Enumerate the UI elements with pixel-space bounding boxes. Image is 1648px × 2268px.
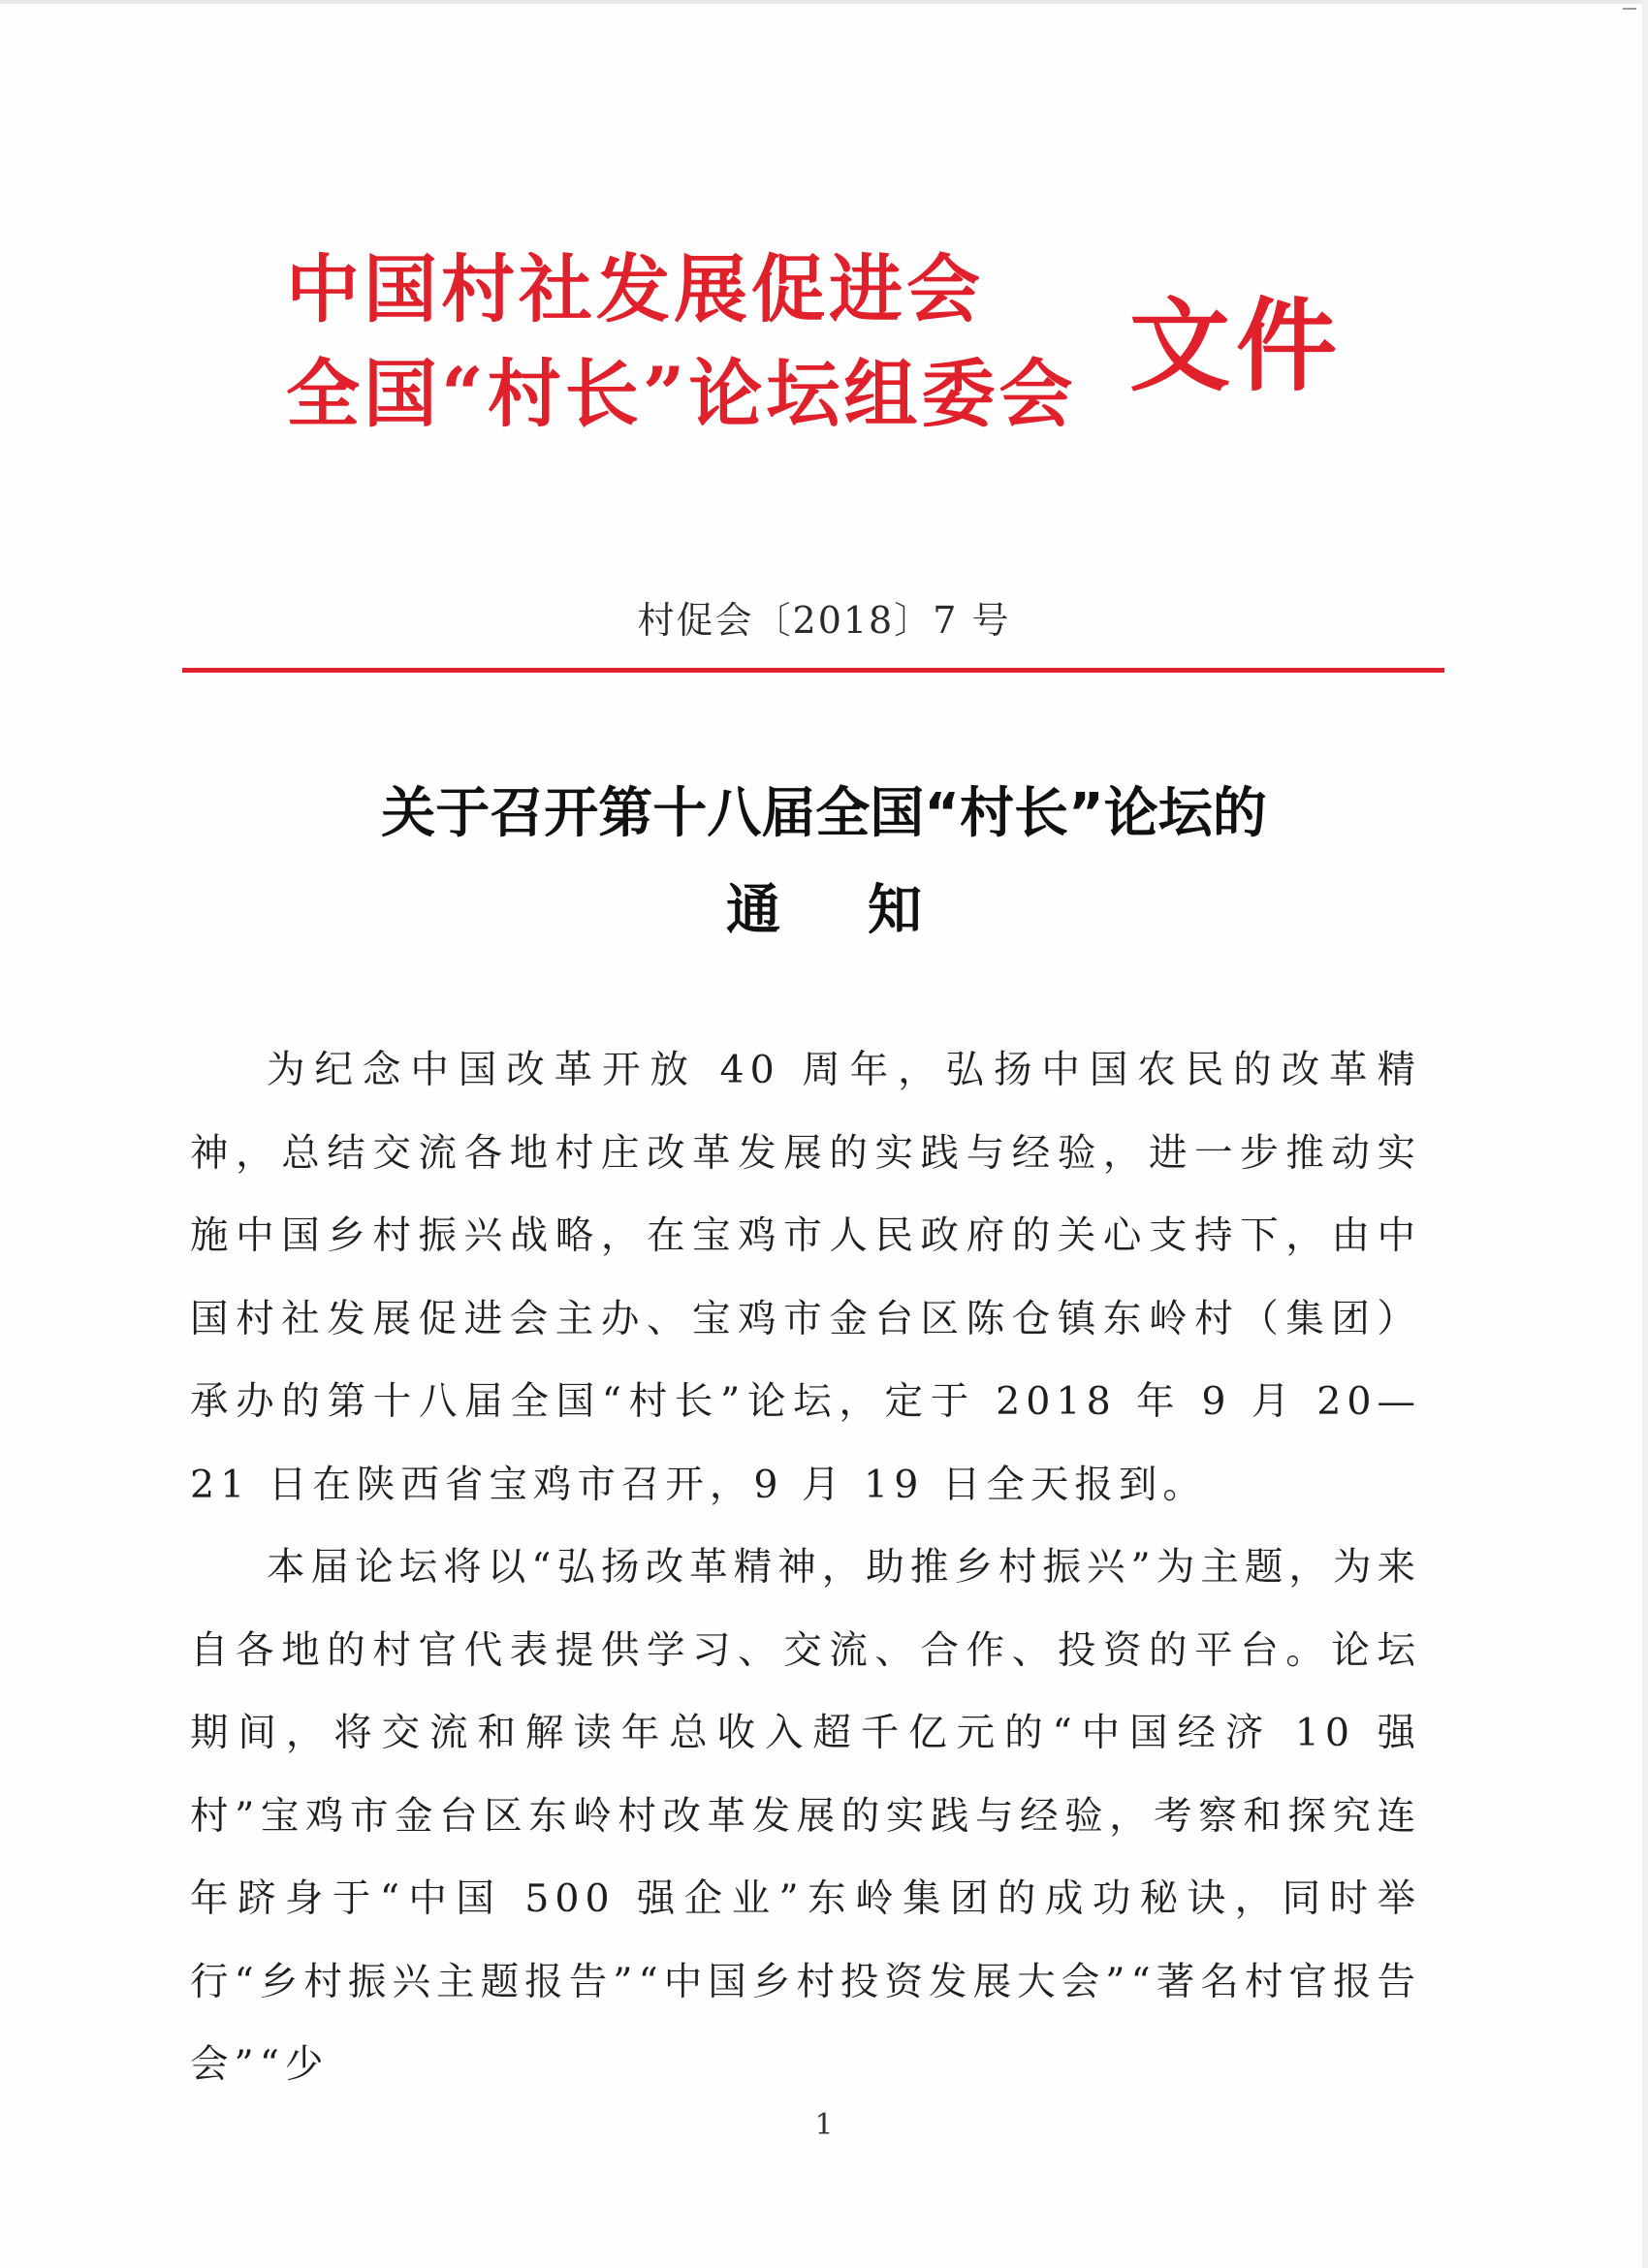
scan-edge	[0, 0, 1648, 4]
document-type-label: 文件	[1129, 286, 1344, 405]
title-line-1: 关于召开第十八届全国“村长”论坛的	[381, 782, 1267, 845]
page-number: 1	[814, 2108, 834, 2142]
body-paragraph: 为纪念中国改革开放 40 周年，弘扬中国农民的改革精神，总结交流各地村庄改革发展的实践与经验，进一步推动实施中国乡村振兴战略，在宝鸡市人民政府的关心支持下，由中国村社发展促进会主办、宝鸡市金台区陈仓镇东岭村（集团）承办的第十八届全国“村长”论坛，定于 2018 年 9 月 20—21 日在陕西省宝鸡市召开，9 月 19 日全天报到。	[190, 1048, 1421, 1507]
scan-edge	[1642, 0, 1648, 2268]
scan-mark	[1623, 8, 1636, 10]
issuing-organization-1: 中国村社发展促进会	[286, 246, 984, 332]
issuing-organization-2: 全国“村长”论坛组委会	[286, 351, 1077, 437]
body-paragraph: 本届论坛将以“弘扬改革精神，助推乡村振兴”为主题，为来自各地的村官代表提供学习、交流、合作、投资的平台。论坛期间，将交流和解读年总收入超千亿元的“中国经济 10 强村”宝鸡市金台区东岭村改革发展的实践与经验，考察和探究连年跻身于“中国 500 强企业”东岭集团的成功秘诀，同时举行“乡村振兴主题报告”“中国乡村投资发展大会”“著名村官报告会”“少	[190, 1545, 1421, 2087]
document-number: 村促会〔2018〕7 号	[637, 599, 1011, 642]
notice-body	[190, 1029, 1421, 2107]
issuing-organizations	[286, 237, 1110, 447]
title-line-2: 通知	[726, 879, 1009, 942]
notice-title	[0, 766, 1648, 960]
header-divider	[182, 668, 1444, 673]
document-header	[286, 237, 1372, 460]
